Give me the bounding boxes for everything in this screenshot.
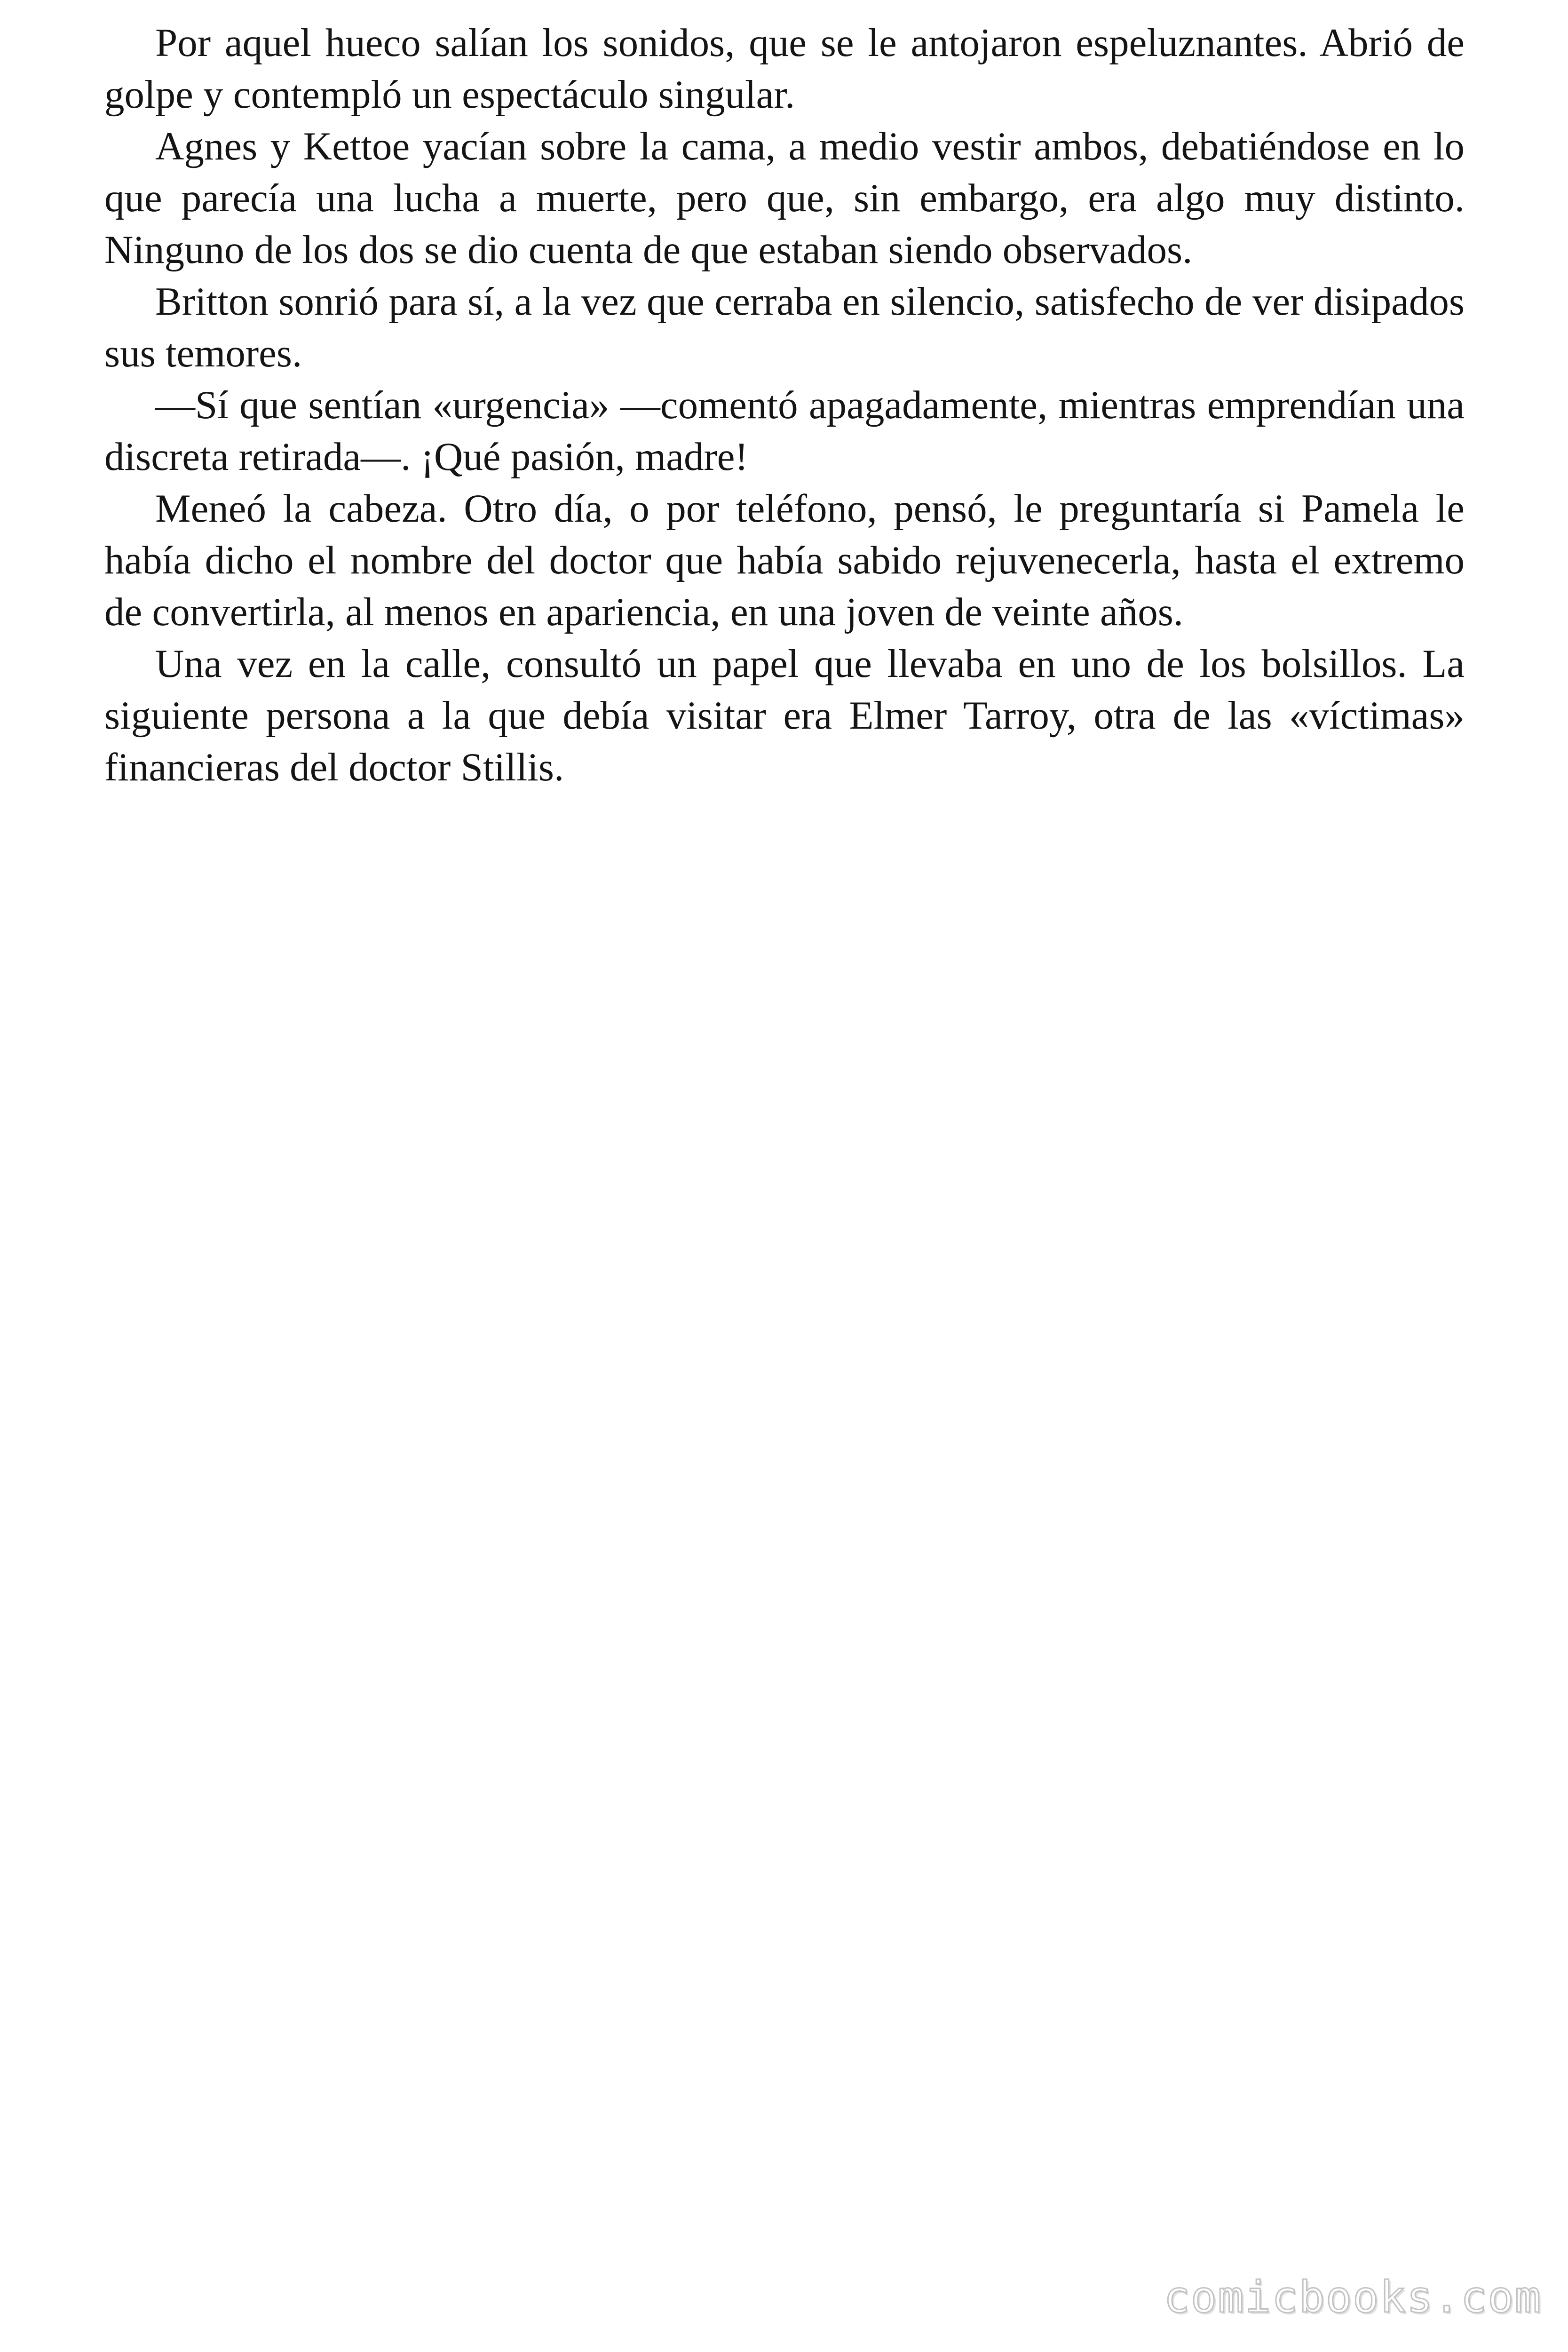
paragraph: Britton sonrió para sí, a la vez que cerraba en silencio, satisfecho de ver disipados sus temores. [104,279,1465,375]
paragraph: Una vez en la calle, consultó un papel que llevaba en uno de los bolsillos. La siguiente persona a la que debía visitar era Elmer Tarroy, otra de las «víctimas» financieras del doctor Stillis. [104,642,1465,789]
watermark: comicbooks.com [1164,2272,1542,2322]
paragraph: —Sí que sentían «urgencia» —comentó apagadamente, mientras emprendían una discreta retirada—. ¡Qué pasión, madre! [104,383,1465,479]
paragraph: Por aquel hueco salían los sonidos, que se le antojaron espeluznantes. Abrió de golpe y contempló un espectáculo singular. [104,21,1465,117]
body-text [104,17,1465,793]
paragraph: Agnes y Kettoe yacían sobre la cama, a medio vestir ambos, debatiéndose en lo que parecía una lucha a muerte, pero que, sin embargo, era algo muy distinto. Ninguno de los dos se dio cuenta de que estaban siendo observados. [104,124,1465,272]
paragraph: Meneó la cabeza. Otro día, o por teléfono, pensó, le preguntaría si Pamela le había dicho el nombre del doctor que había sabido rejuvenecerla, hasta el extremo de convertirla, al menos en apariencia, en una joven de veinte años. [104,486,1465,634]
